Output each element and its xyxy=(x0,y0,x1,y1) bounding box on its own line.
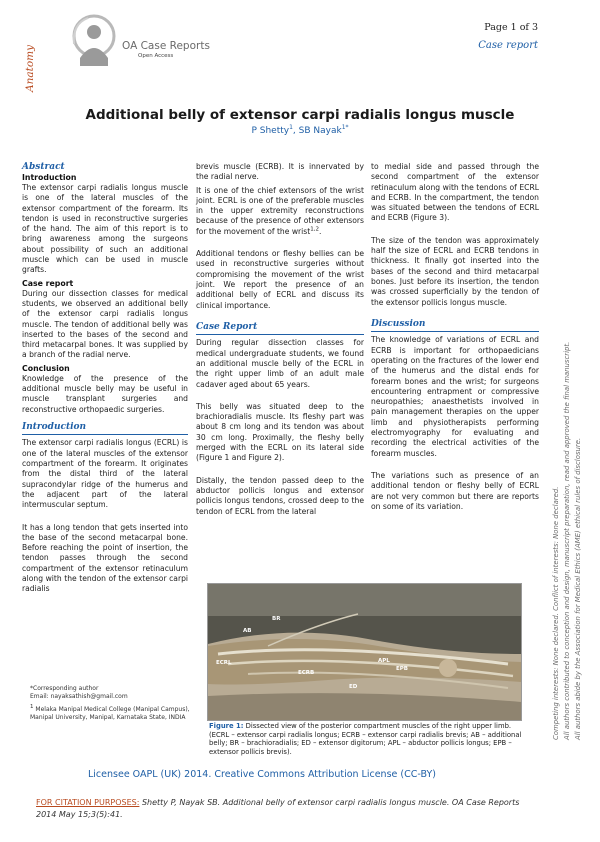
figure-caption-text: Dissected view of the posterior compartment muscles of the right upper limb. (ECRL – extensor carpi radialis longus; ECRB – extensor carpi radialis brevis; AB – additional belly; BR – brachioradialis; ED – extensor digitorum; APL – abductor pollicis longus; EPB – extensor pollicis brevis). xyxy=(209,722,522,756)
section-divider xyxy=(196,334,364,336)
label-br: BR xyxy=(272,616,281,622)
figure-caption xyxy=(209,722,529,756)
discussion-heading: Discussion xyxy=(371,318,426,329)
corresponding-author: *Corresponding author xyxy=(30,685,99,692)
citation-superscript: 1,2 xyxy=(310,226,319,233)
case-report-paragraph: This belly was situated deep to the brachioradialis muscle. Its fleshy part was about 8 cm long and its tendon was about 30 cm long. Proximally, the fleshy belly merged with the ECRL on its lateral side (Figure 1 and Figure 2). xyxy=(196,401,364,463)
abstract-heading: Abstract xyxy=(22,162,65,172)
label-epb: EPB xyxy=(396,666,408,672)
discussion-paragraph: The knowledge of variations of ECRL and ECRB is important for orthopaedicians operating on the fractures of the lower end of the humerus and the distal ends for forearm bones and the wrist; for surgeons encountering entrapment or compressive neuropathies; anaesthetists involved in pain management therapies on the upper limb and physiotherapists performing electromyography for evaluating and recording the electrical activities of the forearm muscles. xyxy=(371,335,539,458)
page-number: Page 1 of 3 xyxy=(484,22,538,33)
case-report-paragraph: Distally, the tendon passed deep to the abductor pollicis longus and extensor pollicis longus tendons, crossed deep to the tendon of ECRL from the lateral xyxy=(196,475,364,516)
introduction-paragraph: The extensor carpi radialis longus (ECRL) is one of the lateral muscles of the extensor compartment of the forearm. It originates from the distal third of the lateral supracondylar ridge of the humerus and the adjacent part of the lateral intermuscular septum. xyxy=(22,438,188,510)
author-contributions: All authors contributed to conception and design, manuscript preparation, read and approved the final manuscript. xyxy=(563,341,571,740)
article-type-label: Case report xyxy=(478,40,538,51)
abstract-intro-heading: Introduction xyxy=(22,173,77,182)
author-list xyxy=(60,126,540,136)
case-report-paragraph: The size of the tendon was approximately half the size of ECRL and ECRB tendons in thickness. It finally got inserted into the bases of the second and third metacarpal bones. Just before its insertion, the tendon was crossed superficially by the tendon of the extensor pollicis longus muscle. xyxy=(371,235,539,307)
author-name: P Shetty xyxy=(251,126,290,136)
abstract-case-heading: Case report xyxy=(22,278,74,288)
column-left xyxy=(22,162,188,598)
introduction-heading: Introduction xyxy=(22,421,87,432)
competing-interests: Competing interests: None declared. Conflict of interests: None declared. xyxy=(552,486,560,740)
journal-subtitle: Open Access xyxy=(138,53,174,59)
license-text: Licensee OAPL (UK) 2014. Creative Commons Attribution License (CC-BY) xyxy=(88,769,436,780)
column-middle xyxy=(196,162,364,520)
case-report-heading: Case Report xyxy=(196,321,258,332)
dissection-photo-drawing xyxy=(208,584,521,720)
case-report-paragraph: to medial side and passed through the second compartment of the extensor retinaculum along with the tendons of ECRL and ECRB. In the compartment, the tendon was situated between the tendons of ECRL and ECRB (Figure 3). xyxy=(371,162,539,223)
journal-name: OA Case Reports xyxy=(122,40,210,52)
introduction-paragraph: brevis muscle (ECRB). It is innervated by the radial nerve. xyxy=(196,162,364,182)
author-superscript: 1* xyxy=(341,124,349,131)
label-ecrb: ECRB xyxy=(298,670,315,676)
affiliation-text: $^1$ Melaka Manipal Medical College (Manipal Campus), Manipal University, Manipal, Karnataka State, INDIA xyxy=(30,704,190,721)
label-ab: AB xyxy=(243,628,252,634)
abstract-conclusion-text: Knowledge of the presence of the additional muscle belly may be useful in muscle transplant surgeries and reconstructive orthopaedic surgeries. xyxy=(22,373,188,414)
author-name: SB Nayak xyxy=(298,126,342,136)
citation-block xyxy=(36,797,536,820)
abstract-case-text: During our dissection classes for medical students, we observed an additional belly of the extensor carpi radialis longus muscle. The tendon of additional belly was inserted to the bases of the second and third metacarpal bones. It was supplied by a branch of the radial nerve. xyxy=(22,288,188,360)
author-superscript: 1 xyxy=(289,124,293,131)
citation-text: Shetty P, Nayak SB. Additional belly of extensor carpi radialis longus muscle. OA Case Reports 2014 May 15;3(5):41. xyxy=(36,798,520,819)
section-divider xyxy=(371,331,539,333)
abstract-conclusion-heading: Conclusion xyxy=(22,363,70,373)
label-ecrl: ECRL xyxy=(216,660,232,666)
case-report-paragraph: During regular dissection classes for medical undergraduate students, we found an additional muscle belly of the ECRL in the right upper limb of an adult male cadaver aged about 65 years. xyxy=(196,338,364,389)
figure-caption-label: Figure 1: xyxy=(209,722,244,730)
journal-logo xyxy=(68,14,120,72)
introduction-paragraph: It has a long tendon that gets inserted into the base of the second metacarpal bone. Before reaching the point of insertion, the tendon passes through the second compartment of the extensor retinaculum along with the tendon of the extensor carpi radialis xyxy=(22,522,188,594)
section-divider xyxy=(22,434,188,436)
affiliations xyxy=(30,685,190,722)
column-right xyxy=(371,162,539,515)
dissection-photo xyxy=(207,583,522,721)
disclosure-sidebar xyxy=(551,310,584,740)
article-title: Additional belly of extensor carpi radialis longus muscle xyxy=(85,107,515,123)
introduction-paragraph: It is one of the chief extensors of the wrist joint. ECRL is one of the preferable muscles in the upper extremity reconstructions because of the presence of other extensors for the movement of the wrist$^{1,2}$. xyxy=(196,185,364,236)
subject-category: Anatomy xyxy=(24,44,36,92)
label-apl: APL xyxy=(378,658,390,664)
author-separator: , xyxy=(292,126,299,136)
corresponding-email: Email: nayaksathish@gmail.com xyxy=(30,693,128,700)
ethics-statement: All authors abide by the Association for Medical Ethics (AME) ethical rules of disclosure. xyxy=(574,437,582,740)
introduction-paragraph: Additional tendons or fleshy bellies can be used in reconstructive surgeries without compromising the movement of the wrist joint. We report the presence of an additional belly of ECRL and discuss its clinical importance. xyxy=(196,249,364,310)
citation-prefix: FOR CITATION PURPOSES: xyxy=(36,798,140,807)
discussion-paragraph: The variations such as presence of an additional tendon or fleshy belly of ECRL are not very common but there are reports on some of its variation. xyxy=(371,470,539,511)
abstract-intro-text: The extensor carpi radialis longus muscle is one of the lateral muscles of the extensor compartment of the forearm. Its tendon is used in reconstructive surgeries of the hand. The aim of this report is to bring awareness among the surgeons about possibility of such an additional muscle which can be used in muscle grafts. xyxy=(22,183,188,275)
label-ed: ED xyxy=(349,684,358,690)
